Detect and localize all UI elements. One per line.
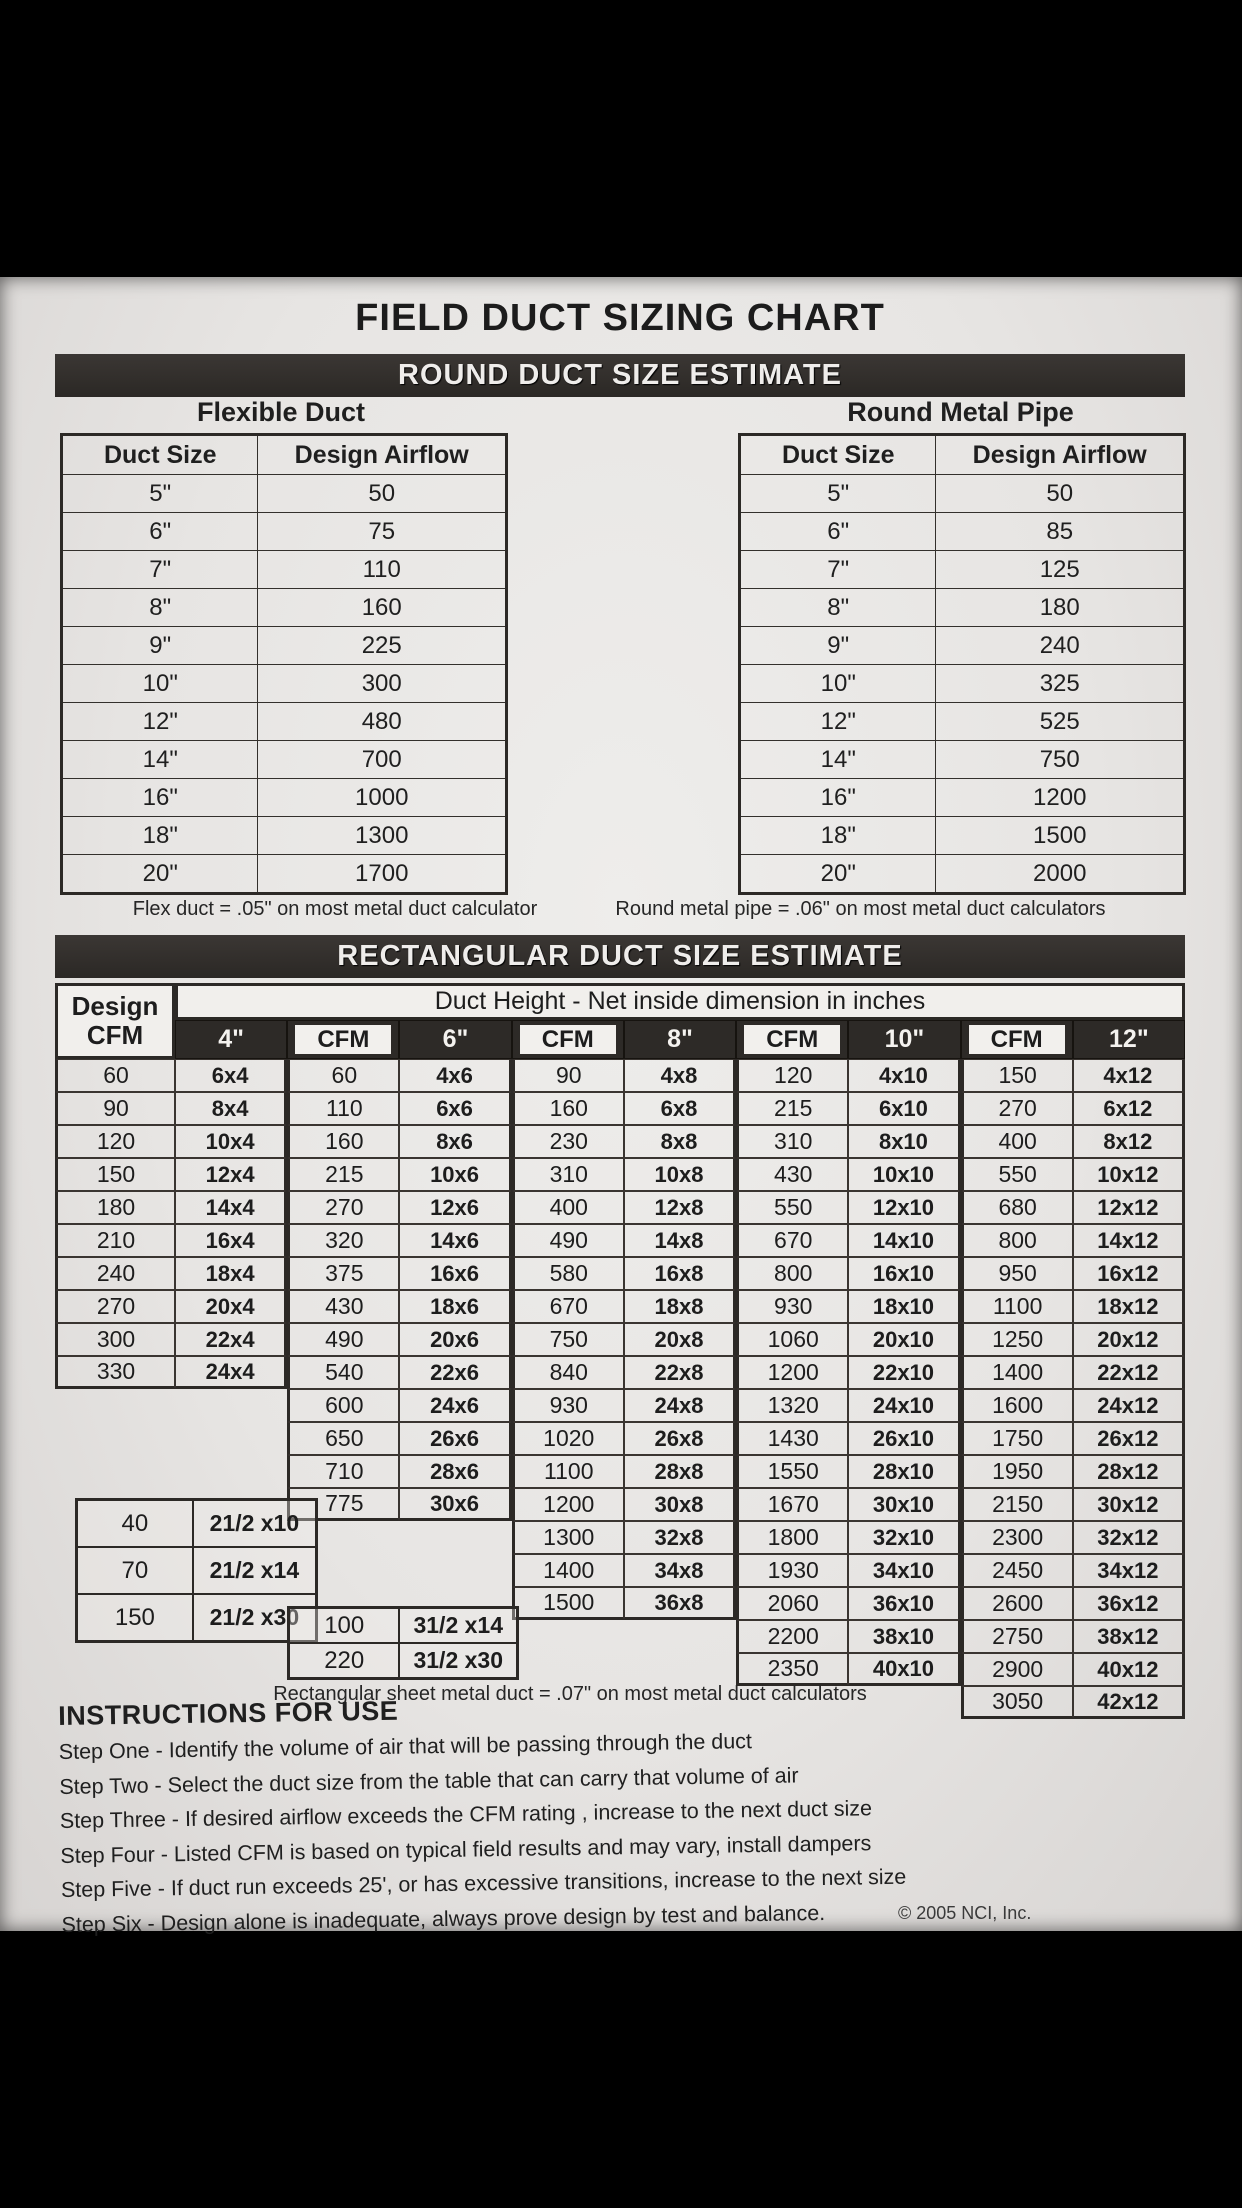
instructions-steps — [59, 1725, 992, 1937]
cfm-value-cell: 1320 — [736, 1389, 848, 1422]
instruction-step: Step Five - If duct run exceeds 25', or has excessive transitions, increase to the next size — [60, 1864, 907, 1902]
cfm-value-cell: 1400 — [512, 1554, 624, 1587]
duct-size-cell: 8" — [827, 593, 850, 621]
duct-size-cell: 14x8 — [624, 1224, 736, 1257]
duct-size-cell: 18" — [142, 821, 178, 849]
cfm-value-cell: 750 — [512, 1323, 624, 1356]
duct-size-cell: 6x12 — [1073, 1092, 1185, 1125]
duct-size-cell: 40x12 — [1073, 1653, 1185, 1686]
duct-size-cell: 4x6 — [399, 1059, 511, 1092]
two-half-inch-mini-table — [75, 1498, 318, 1643]
duct-size-cell: 18x8 — [624, 1290, 736, 1323]
duct-size-cell: 34x10 — [848, 1554, 960, 1587]
instruction-step: Step Four - Listed CFM is based on typical field results and may vary, install dampers — [60, 1830, 872, 1868]
column-header: Design Airflow — [257, 436, 505, 474]
design-airflow-cell: 750 — [935, 741, 1183, 778]
duct-size-cell: 28x10 — [848, 1455, 960, 1488]
cfm-value-cell: 150 — [114, 1603, 155, 1631]
cfm-value-cell: 775 — [287, 1488, 399, 1521]
cfm-value-cell: 1200 — [512, 1488, 624, 1521]
duct-size-cell: 12x4 — [175, 1158, 287, 1191]
design-airflow-cell: 525 — [935, 703, 1183, 740]
duct-size-cell: 8x12 — [1073, 1125, 1185, 1158]
duct-size-cell: 36x12 — [1073, 1587, 1185, 1620]
duct-size-cell: 14" — [142, 745, 178, 773]
cfm-value-cell: 2750 — [961, 1620, 1073, 1653]
duct-size-cell: 10x4 — [175, 1125, 287, 1158]
cfm-value-cell: 800 — [961, 1224, 1073, 1257]
duct-size-cell: 24x8 — [624, 1389, 736, 1422]
duct-size-cell: 16x4 — [175, 1224, 287, 1257]
table-row — [78, 1501, 315, 1546]
duct-size-cell: 7" — [827, 555, 850, 583]
table-row — [78, 1593, 315, 1640]
cfm-value-cell: 490 — [512, 1224, 624, 1257]
duct-size-cell: 8x10 — [848, 1125, 960, 1158]
duct-size-cell: 31/2 x30 — [398, 1644, 516, 1677]
table-row — [63, 816, 505, 854]
duct-size-cell: 16x10 — [848, 1257, 960, 1290]
duct-size-cell: 30x6 — [399, 1488, 511, 1521]
cfm-value-cell: 1400 — [961, 1356, 1073, 1389]
rectangular-section-banner: RECTANGULAR DUCT SIZE ESTIMATE — [55, 935, 1185, 978]
cfm-value-cell: 375 — [287, 1257, 399, 1290]
cfm-value-cell: 2900 — [961, 1653, 1073, 1686]
duct-size-cell: 24x4 — [175, 1356, 287, 1389]
rectangular-duct-table — [55, 983, 1185, 1719]
copyright-notice: © 2005 NCI, Inc. — [898, 1903, 1032, 1923]
cfm-value-cell: 490 — [287, 1323, 399, 1356]
duct-size-cell: 20x10 — [848, 1323, 960, 1356]
duct-size-cell: 42x12 — [1073, 1686, 1185, 1719]
table-header-row — [63, 436, 505, 474]
table-row — [741, 626, 1183, 664]
duct-size-cell: 22x12 — [1073, 1356, 1185, 1389]
rect-duct-note: Rectangular sheet metal duct = .07" on most metal duct calculators — [273, 1683, 867, 1705]
table-row — [63, 512, 505, 550]
three-half-inch-mini-table — [287, 1606, 519, 1680]
cfm-value-cell: 1250 — [961, 1323, 1073, 1356]
duct-size-cell: 6" — [149, 517, 172, 545]
duct-size-cell: 12x6 — [399, 1191, 511, 1224]
round-metal-pipe-heading: Round Metal Pipe — [847, 397, 1074, 427]
design-airflow-cell: 700 — [257, 741, 505, 778]
flexible-duct-table — [60, 433, 508, 895]
duct-size-cell: 32x12 — [1073, 1521, 1185, 1554]
cfm-value-cell: 300 — [55, 1323, 175, 1356]
cfm-value-cell: 2060 — [736, 1587, 848, 1620]
cfm-subheader-label: CFM — [969, 1025, 1065, 1054]
duct-size-cell: 10x12 — [1073, 1158, 1185, 1191]
duct-size-cell: 6x8 — [624, 1092, 736, 1125]
cfm-value-cell: 40 — [121, 1509, 149, 1537]
duct-size-cell: 20x4 — [175, 1290, 287, 1323]
duct-size-cell: 18x4 — [175, 1257, 287, 1290]
duct-size-cell: 18x12 — [1073, 1290, 1185, 1323]
cfm-value-cell: 670 — [512, 1290, 624, 1323]
duct-size-cell: 22x8 — [624, 1356, 736, 1389]
table-row — [741, 664, 1183, 702]
duct-size-cell: 28x8 — [624, 1455, 736, 1488]
cfm-value-cell: 90 — [512, 1059, 624, 1092]
duct-size-cell: 28x6 — [399, 1455, 511, 1488]
table-row — [741, 588, 1183, 626]
table-row — [63, 778, 505, 816]
design-airflow-cell: 1200 — [935, 779, 1183, 816]
page-title: FIELD DUCT SIZING CHART — [355, 297, 885, 339]
cfm-value-cell: 1300 — [512, 1521, 624, 1554]
design-airflow-cell: 300 — [257, 665, 505, 702]
cfm-value-cell: 150 — [55, 1158, 175, 1191]
design-airflow-cell: 240 — [935, 627, 1183, 664]
duct-size-cell: 30x10 — [848, 1488, 960, 1521]
duct-size-cell: 20x8 — [624, 1323, 736, 1356]
design-airflow-cell: 50 — [257, 475, 505, 512]
design-cfm-corner-header — [55, 983, 175, 1059]
cfm-value-cell: 220 — [324, 1646, 365, 1674]
duct-size-cell: 12" — [820, 707, 856, 735]
cfm-value-cell: 800 — [736, 1257, 848, 1290]
duct-size-cell: 38x12 — [1073, 1620, 1185, 1653]
duct-size-cell: 10x8 — [624, 1158, 736, 1191]
duct-size-cell: 12x10 — [848, 1191, 960, 1224]
round-pipe-note: Round metal pipe = .06" on most metal duct calculators — [615, 898, 1106, 920]
cfm-value-cell: 2150 — [961, 1488, 1073, 1521]
duct-height-subheader: 6" — [399, 1020, 511, 1059]
instructions-title: INSTRUCTIONS FOR USE — [58, 1695, 399, 1731]
duct-size-cell: 26x6 — [399, 1422, 511, 1455]
cfm-value-cell: 215 — [736, 1092, 848, 1125]
design-airflow-cell: 75 — [257, 513, 505, 550]
table-row — [741, 474, 1183, 512]
cfm-value-cell: 670 — [736, 1224, 848, 1257]
duct-size-cell: 20" — [820, 859, 856, 887]
duct-size-cell: 8x6 — [399, 1125, 511, 1158]
flexible-duct-heading: Flexible Duct — [196, 397, 366, 427]
round-section-banner: ROUND DUCT SIZE ESTIMATE — [55, 354, 1185, 397]
duct-size-cell: 20" — [142, 859, 178, 887]
duct-size-cell: 9" — [827, 631, 850, 659]
cfm-subheader-label: CFM — [295, 1025, 391, 1054]
duct-size-cell: 12x12 — [1073, 1191, 1185, 1224]
duct-size-cell: 6x6 — [399, 1092, 511, 1125]
design-airflow-cell: 180 — [935, 589, 1183, 626]
cfm-subheader — [287, 1020, 399, 1059]
design-airflow-cell: 125 — [935, 551, 1183, 588]
duct-size-cell: 10x10 — [848, 1158, 960, 1191]
duct-size-cell: 22x4 — [175, 1323, 287, 1356]
duct-size-cell: 4x10 — [848, 1059, 960, 1092]
duct-height-subheader: 8" — [624, 1020, 736, 1059]
table-row — [63, 664, 505, 702]
table-row — [63, 474, 505, 512]
table-row — [741, 702, 1183, 740]
cfm-value-cell: 1100 — [512, 1455, 624, 1488]
duct-size-cell: 8x8 — [624, 1125, 736, 1158]
duct-size-cell: 6x10 — [848, 1092, 960, 1125]
table-row — [741, 550, 1183, 588]
duct-size-cell: 16x6 — [399, 1257, 511, 1290]
duct-size-cell: 34x8 — [624, 1554, 736, 1587]
cfm-value-cell: 270 — [961, 1092, 1073, 1125]
duct-size-cell: 10" — [142, 669, 178, 697]
column-header: Duct Size — [781, 440, 895, 469]
duct-size-cell: 6x4 — [175, 1059, 287, 1092]
duct-size-cell: 4x8 — [624, 1059, 736, 1092]
cfm-value-cell: 540 — [287, 1356, 399, 1389]
duct-size-cell: 18x6 — [399, 1290, 511, 1323]
cfm-value-cell: 930 — [736, 1290, 848, 1323]
design-airflow-cell: 1700 — [257, 855, 505, 892]
cfm-value-cell: 1060 — [736, 1323, 848, 1356]
duct-size-cell: 14x4 — [175, 1191, 287, 1224]
duct-size-cell: 30x12 — [1073, 1488, 1185, 1521]
duct-size-cell: 40x10 — [848, 1653, 960, 1686]
cfm-value-cell: 2600 — [961, 1587, 1073, 1620]
table-header-row — [741, 436, 1183, 474]
cfm-value-cell: 320 — [287, 1224, 399, 1257]
design-airflow-cell: 110 — [257, 551, 505, 588]
duct-size-cell: 22x6 — [399, 1356, 511, 1389]
round-metal-pipe-table — [738, 433, 1186, 895]
table-row — [63, 702, 505, 740]
duct-size-cell: 24x12 — [1073, 1389, 1185, 1422]
table-row — [741, 512, 1183, 550]
duct-size-cell: 21/2 x10 — [192, 1501, 315, 1546]
design-airflow-cell: 50 — [935, 475, 1183, 512]
duct-size-cell: 14x6 — [399, 1224, 511, 1257]
duct-size-cell: 36x10 — [848, 1587, 960, 1620]
table-row — [741, 740, 1183, 778]
duct-height-subheader: 4" — [175, 1020, 287, 1059]
design-airflow-cell: 480 — [257, 703, 505, 740]
cfm-value-cell: 430 — [287, 1290, 399, 1323]
instruction-step: Step Three - If desired airflow exceeds the CFM rating , increase to the next duct size — [59, 1796, 873, 1833]
cfm-value-cell: 270 — [287, 1191, 399, 1224]
duct-size-cell: 8x4 — [175, 1092, 287, 1125]
table-row — [63, 626, 505, 664]
column-header: Design Airflow — [935, 436, 1183, 474]
cfm-value-cell: 60 — [55, 1059, 175, 1092]
cfm-value-cell: 270 — [55, 1290, 175, 1323]
cfm-value-cell: 650 — [287, 1422, 399, 1455]
cfm-value-cell: 330 — [55, 1356, 175, 1389]
design-airflow-cell: 1300 — [257, 817, 505, 854]
cfm-value-cell: 1020 — [512, 1422, 624, 1455]
cfm-value-cell: 120 — [55, 1125, 175, 1158]
table-row — [741, 778, 1183, 816]
cfm-value-cell: 1930 — [736, 1554, 848, 1587]
duct-size-cell: 26x10 — [848, 1422, 960, 1455]
cfm-value-cell: 60 — [287, 1059, 399, 1092]
instruction-step: Step Two - Select the duct size from the table that can carry that volume of air — [59, 1762, 799, 1799]
cfm-value-cell: 1200 — [736, 1356, 848, 1389]
duct-size-cell: 21/2 x30 — [192, 1595, 315, 1640]
duct-size-cell: 20x12 — [1073, 1323, 1185, 1356]
cfm-value-cell: 680 — [961, 1191, 1073, 1224]
duct-size-cell: 12x8 — [624, 1191, 736, 1224]
duct-size-cell: 7" — [149, 555, 172, 583]
cfm-value-cell: 215 — [287, 1158, 399, 1191]
duct-size-cell: 4x12 — [1073, 1059, 1185, 1092]
cfm-subheader — [961, 1020, 1073, 1059]
duct-size-cell: 18" — [820, 821, 856, 849]
duct-size-cell: 14" — [820, 745, 856, 773]
corner-line-design: Design — [71, 990, 159, 1021]
duct-height-span-header: Duct Height - Net inside dimension in inches — [175, 983, 1185, 1020]
cfm-value-cell: 400 — [961, 1125, 1073, 1158]
cfm-value-cell: 1600 — [961, 1389, 1073, 1422]
duct-size-cell: 5" — [149, 479, 172, 507]
cfm-value-cell: 550 — [736, 1191, 848, 1224]
cfm-value-cell: 150 — [961, 1059, 1073, 1092]
duct-size-cell: 28x12 — [1073, 1455, 1185, 1488]
cfm-value-cell: 1670 — [736, 1488, 848, 1521]
duct-size-cell: 16" — [820, 783, 856, 811]
cfm-value-cell: 160 — [287, 1125, 399, 1158]
cfm-value-cell: 600 — [287, 1389, 399, 1422]
duct-size-cell: 5" — [827, 479, 850, 507]
table-row — [63, 550, 505, 588]
document-page — [0, 277, 1242, 1937]
cfm-value-cell: 2350 — [736, 1653, 848, 1686]
duct-size-cell: 14x10 — [848, 1224, 960, 1257]
duct-size-cell: 32x8 — [624, 1521, 736, 1554]
cfm-value-cell: 840 — [512, 1356, 624, 1389]
duct-size-cell: 14x12 — [1073, 1224, 1185, 1257]
cfm-value-cell: 1430 — [736, 1422, 848, 1455]
table-row — [63, 740, 505, 778]
duct-size-cell: 18x10 — [848, 1290, 960, 1323]
duct-size-cell: 24x6 — [399, 1389, 511, 1422]
cfm-subheader-label: CFM — [744, 1025, 840, 1054]
cfm-value-cell: 430 — [736, 1158, 848, 1191]
duct-size-cell: 31/2 x14 — [398, 1609, 516, 1642]
duct-size-cell: 16x8 — [624, 1257, 736, 1290]
cfm-value-cell: 1950 — [961, 1455, 1073, 1488]
cfm-value-cell: 110 — [287, 1092, 399, 1125]
duct-size-cell: 10x6 — [399, 1158, 511, 1191]
cfm-value-cell: 100 — [324, 1611, 365, 1639]
cfm-value-cell: 310 — [736, 1125, 848, 1158]
table-row — [741, 854, 1183, 892]
cfm-subheader-label: CFM — [520, 1025, 616, 1054]
cfm-value-cell: 240 — [55, 1257, 175, 1290]
cfm-value-cell: 210 — [55, 1224, 175, 1257]
table-row — [63, 588, 505, 626]
cfm-value-cell: 1800 — [736, 1521, 848, 1554]
cfm-value-cell: 3050 — [961, 1686, 1073, 1719]
cfm-value-cell: 1550 — [736, 1455, 848, 1488]
design-airflow-cell: 1500 — [935, 817, 1183, 854]
duct-size-cell: 10" — [820, 669, 856, 697]
table-row — [290, 1642, 516, 1677]
duct-size-cell: 21/2 x14 — [192, 1548, 315, 1593]
duct-height-subheader: 10" — [848, 1020, 960, 1059]
duct-size-cell: 36x8 — [624, 1587, 736, 1620]
duct-size-cell: 9" — [149, 631, 172, 659]
cfm-value-cell: 1500 — [512, 1587, 624, 1620]
cfm-value-cell: 70 — [121, 1556, 149, 1584]
design-airflow-cell: 1000 — [257, 779, 505, 816]
cfm-subheader — [736, 1020, 848, 1059]
duct-size-cell: 12" — [142, 707, 178, 735]
duct-size-cell: 8" — [149, 593, 172, 621]
table-row — [78, 1546, 315, 1593]
cfm-value-cell: 2450 — [961, 1554, 1073, 1587]
cfm-value-cell: 930 — [512, 1389, 624, 1422]
duct-size-cell: 6" — [827, 517, 850, 545]
duct-size-cell: 34x12 — [1073, 1554, 1185, 1587]
design-airflow-cell: 2000 — [935, 855, 1183, 892]
instruction-step: Step One - Identify the volume of air that will be passing through the duct — [58, 1729, 753, 1764]
design-airflow-cell: 160 — [257, 589, 505, 626]
duct-size-cell: 30x8 — [624, 1488, 736, 1521]
cfm-value-cell: 310 — [512, 1158, 624, 1191]
cfm-subheader — [512, 1020, 624, 1059]
cfm-value-cell: 1750 — [961, 1422, 1073, 1455]
cfm-value-cell: 180 — [55, 1191, 175, 1224]
duct-height-subheader: 12" — [1073, 1020, 1185, 1059]
design-airflow-cell: 225 — [257, 627, 505, 664]
duct-size-cell: 24x10 — [848, 1389, 960, 1422]
cfm-value-cell: 2200 — [736, 1620, 848, 1653]
design-airflow-cell: 325 — [935, 665, 1183, 702]
cfm-value-cell: 400 — [512, 1191, 624, 1224]
cfm-value-cell: 580 — [512, 1257, 624, 1290]
duct-size-cell: 16" — [142, 783, 178, 811]
table-row — [741, 816, 1183, 854]
cfm-value-cell: 120 — [736, 1059, 848, 1092]
instruction-step: Step Six - Design alone is inadequate, always prove design by test and balance. — [61, 1900, 826, 1937]
duct-size-cell: 16x12 — [1073, 1257, 1185, 1290]
column-header: Duct Size — [103, 440, 217, 469]
duct-size-cell: 26x8 — [624, 1422, 736, 1455]
duct-size-cell: 26x12 — [1073, 1422, 1185, 1455]
duct-size-cell: 38x10 — [848, 1620, 960, 1653]
instructions-section — [58, 1686, 992, 1947]
cfm-value-cell: 710 — [287, 1455, 399, 1488]
table-row — [63, 854, 505, 892]
duct-size-cell: 22x10 — [848, 1356, 960, 1389]
design-airflow-cell: 85 — [935, 513, 1183, 550]
corner-line-cfm: CFM — [86, 1020, 144, 1050]
table-row — [290, 1609, 516, 1642]
duct-size-cell: 32x10 — [848, 1521, 960, 1554]
duct-size-cell: 20x6 — [399, 1323, 511, 1356]
cfm-value-cell: 160 — [512, 1092, 624, 1125]
cfm-value-cell: 950 — [961, 1257, 1073, 1290]
cfm-value-cell: 550 — [961, 1158, 1073, 1191]
cfm-value-cell: 90 — [55, 1092, 175, 1125]
cfm-value-cell: 230 — [512, 1125, 624, 1158]
flex-duct-note: Flex duct = .05" on most metal duct calculator — [132, 898, 538, 920]
cfm-value-cell: 1100 — [961, 1290, 1073, 1323]
cfm-value-cell: 2300 — [961, 1521, 1073, 1554]
